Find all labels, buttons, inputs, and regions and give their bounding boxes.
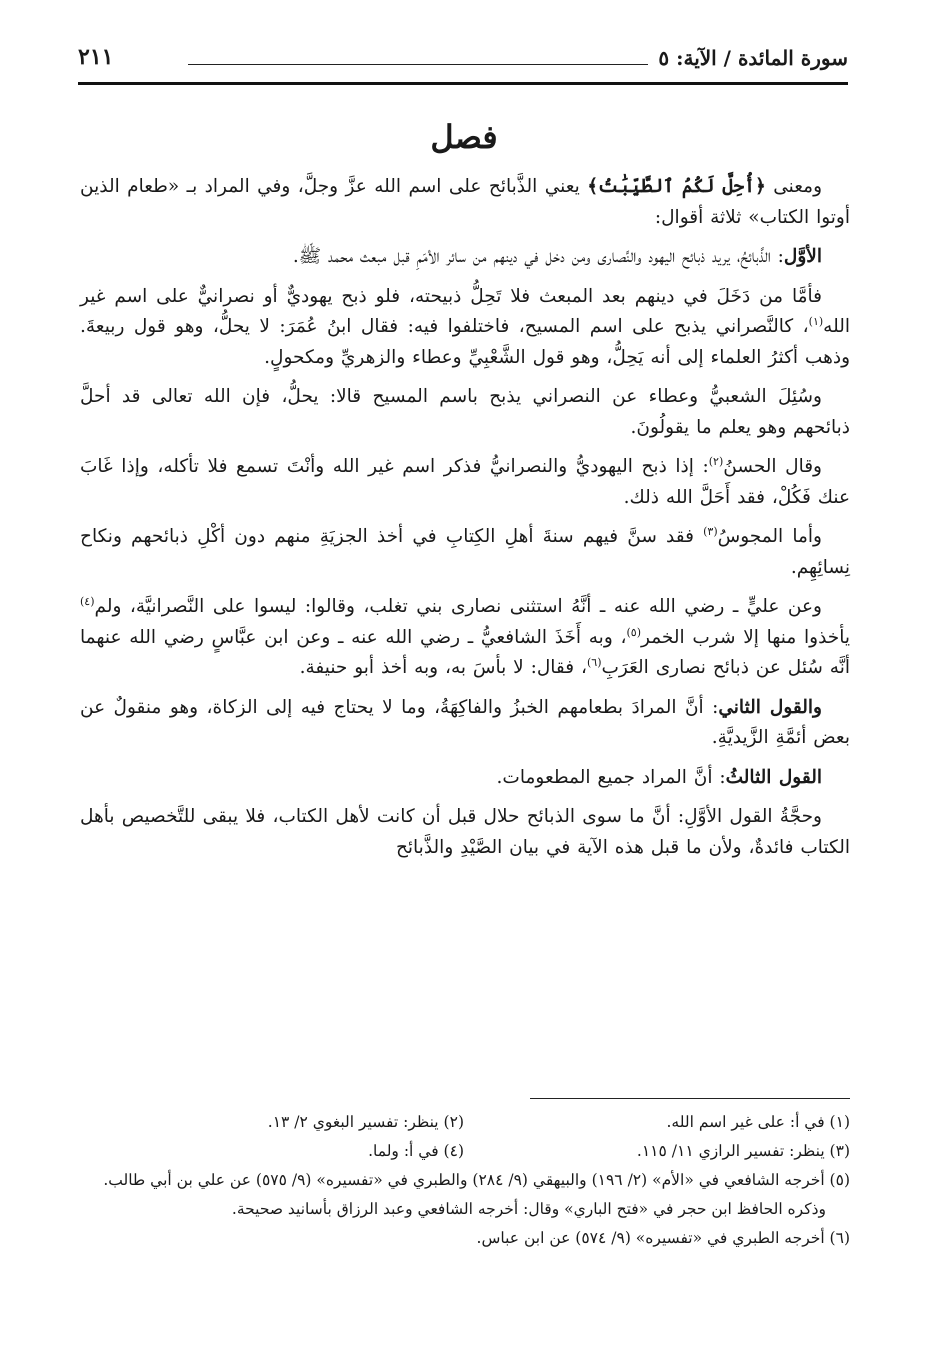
footnote-divider	[530, 1098, 850, 1099]
paragraph-text: فأمَّا من دَخَلَ في دينهم بعد المبعث فلا تَحِلُّ ذبيحته، فلو ذبح يهوديٌّ أو نصرانيٌّ على اسم غير الله	[80, 285, 850, 337]
footnote-row	[78, 1137, 850, 1166]
paragraph-text: ، كالنَّصراني يذبح على اسم المسيح، فاختلفوا فيه: فقال ابنُ عُمَرَ: لا يحلُّ، وهو قول ربيعةَ. وذهب أكثرُ العلماء إلى أنه يَحِلُّ، وهو قول الشَّعْبِيِّ وعطاء والزهريِّ ومكحولٍ.	[80, 316, 850, 368]
footnote-4: (٤) في أ: ولما.	[368, 1142, 464, 1160]
footnote-3: (٣) ينظر: تفسير الرازي ١١/ ١١٥.	[636, 1142, 850, 1160]
opinion-heading: والقول الثاني	[718, 696, 822, 718]
main-text	[80, 172, 850, 872]
paragraph-text: وعن عليٍّ ـ رضي الله عنه ـ أنَّهُ استثنى نصارى بني تغلب، وقالوا: ليسوا على النَّصرانيَّة، ولم	[94, 596, 822, 617]
paragraph-text: : أنَّ المرادَ بطعامهم الخبزُ والفاكِهَةُ، وما لا يحتاج فيه إلى الزكاة، وهو منقولٌ عن بعض أئمَّةِ الزَّيديَّةِ.	[80, 696, 850, 748]
footnote-marker: (٥)	[626, 625, 641, 639]
paragraph	[80, 592, 850, 684]
paragraph-text: يأخذوا منها إلا شرب الخمر	[640, 626, 850, 648]
footnote-6: (٦) أخرجه الطبري في «تفسيره» (٩/ ٥٧٤) عن ابن عباس.	[476, 1229, 850, 1247]
paragraph-text: يعني الذَّبائح على اسم الله عزَّ وجلَّ، وفي المراد بـ «طعام الذين أوتوا الكتاب» ثلاثة أقوال:	[80, 176, 850, 228]
paragraph	[80, 282, 850, 374]
page-header	[78, 44, 848, 78]
surah-reference: سورة المائدة / الآية: ٥	[658, 46, 848, 70]
paragraph	[80, 522, 850, 583]
footnote-1: (١) في أ: على غير اسم الله.	[666, 1113, 850, 1131]
quran-quote: ﴿أُحِلَّ لَكُمُ ٱلطَّيِّبَٰتُ﴾	[587, 176, 766, 197]
footnote-marker: (١)	[808, 314, 824, 328]
header-rule	[188, 64, 648, 65]
header-divider	[78, 82, 848, 85]
paragraph	[80, 763, 850, 794]
paragraph	[80, 693, 850, 754]
paragraph	[80, 242, 850, 273]
footnote-5-continuation: وذكره الحافظ ابن حجر في «فتح الباري» وقال: أخرجه الشافعي وعبد الرزاق بأسانيد صحيحة.	[231, 1200, 826, 1218]
paragraph-text: ، وبه أَخَذَ الشافعيُّ ـ رضي الله عنه ـ وعن ابن عبَّاسٍ رضي الله عنهما أنَّه سُئل عن ذبائح نصارى العَرَبِ	[80, 626, 850, 678]
opinion-heading: القول الثالثُ	[725, 766, 822, 788]
footnote-2: (٢) ينظر: تفسير البغوي ٢/ ١٣.	[267, 1113, 464, 1131]
paragraph	[80, 382, 850, 443]
opinion-heading: الأوَّل	[783, 246, 822, 267]
footnote-5: (٥) أخرجه الشافعي في «الأم» (٢/ ١٩٦) والبيهقي (٩/ ٢٨٤) والطبري في «تفسيره» (٩/ ٥٧٥) عن علي بن أبي طالب.	[103, 1171, 850, 1189]
paragraph-text: : الذَّبائحُ، يريد ذبائح اليهود والنَّصارى ومن دخل في دينهم من سائر الأمَمِ قبل مبعث محمد ﷺ.	[292, 246, 784, 267]
section-title: فصل	[430, 118, 498, 156]
footnote-marker: (٦)	[586, 655, 602, 669]
footnote-row	[78, 1108, 850, 1137]
paragraph-text: وسُئِلَ الشعبيُّ وعطاء عن النصراني يذبح باسم المسيح قالا: يحلُّ، فإن الله تعالى قد أحلَّ ذبائحهم وهو يعلم ما يقولُونَ.	[80, 386, 850, 438]
paragraph-text: وحجَّةُ القول الأوَّلِ: أنَّ ما سوى الذبائح حلال قبل أن كانت لأهل الكتاب، فلا يبقى للتَّخصيص بأهل الكتاب فائدةٌ، ولأن ما قبل هذه الآية في بيان الصَّيْدِ والذَّبائح	[80, 806, 850, 858]
paragraph	[80, 452, 850, 513]
footnote-marker: (٤)	[80, 594, 95, 608]
paragraph	[80, 172, 850, 233]
paragraph-text: : أنَّ المراد جميع المطعومات.	[496, 766, 726, 788]
page-number: ٢١١	[78, 44, 114, 70]
paragraph-text: : إذا ذبح اليهوديُّ والنصرانيُّ فذكر اسم غير الله وأنْتَ تسمع فلا تأكله، وإذا غَابَ عنك فَكُلْ، فقد أَحَلَّ الله ذلك.	[80, 456, 850, 508]
paragraph	[80, 802, 850, 863]
paragraph-text: وأما المجوسُ	[717, 526, 822, 547]
footnote-marker: (٢)	[708, 454, 724, 468]
footnote-marker: (٣)	[703, 524, 718, 538]
footnotes	[78, 1108, 850, 1253]
paragraph-text: وقال الحسنُ	[723, 456, 822, 477]
paragraph-text: ومعنى	[765, 176, 823, 197]
paragraph-text: ، فقال: لا بأسَ به، وبه أخذ أبو حنيفة.	[299, 657, 587, 678]
paragraph-text: فقد سنَّ فيهم سنةَ أهلِ الكِتابِ في أخذ الجزيَةِ منهم دون أكْلِ ذبائحهم ونكاح نِسائِهِم.	[80, 526, 850, 578]
